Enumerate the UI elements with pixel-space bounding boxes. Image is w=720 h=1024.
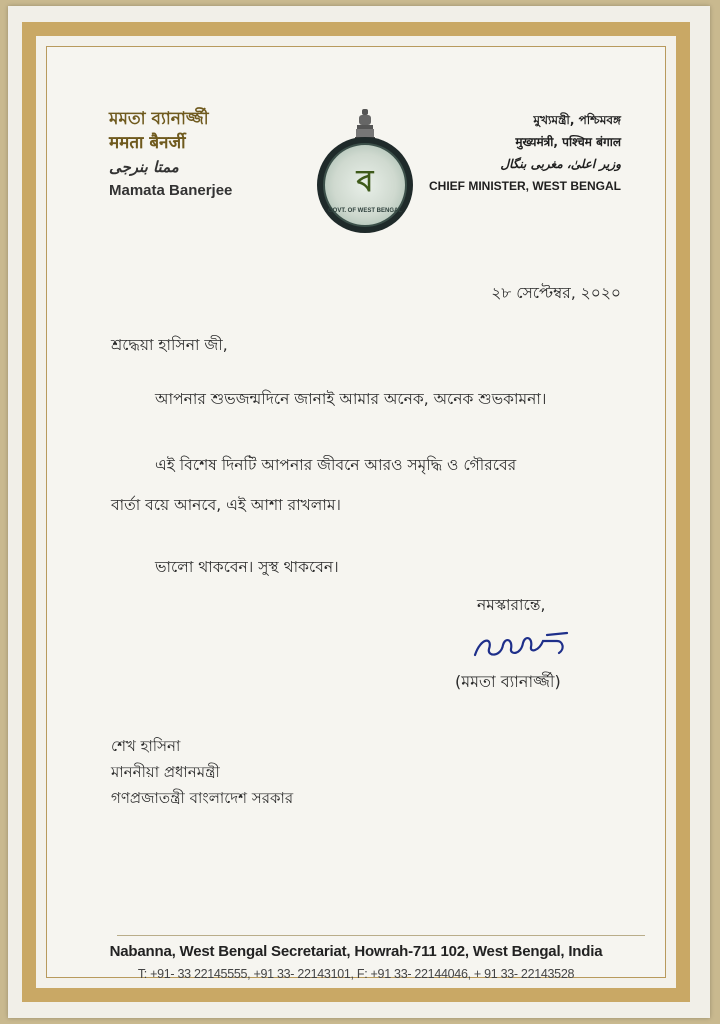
footer-divider <box>117 935 645 936</box>
letter-card <box>8 6 710 1018</box>
emblem-letter: ব <box>356 163 374 199</box>
letter-date: ২৮ সেপ্টেম্বর, ২০২০ <box>491 284 621 302</box>
gold-frame <box>22 22 690 1002</box>
salutation: শ্রদ্ধেয়া হাসিনা জী, <box>111 336 228 354</box>
footer-phones: T: +91- 33 22145555, +91 33- 22143101, F: +91 33- 22144046, + 91 33- 22143528 <box>137 967 575 981</box>
title-urdu: وزیر اعلیٰ، مغربی بنگال <box>500 157 621 171</box>
signature-name: (মমতা ব্যানার্জ্জী) <box>455 672 561 691</box>
paragraph-2-line-1: এই বিশেষ দিনটি আপনার জীবনে আরও সমৃদ্ধি ও গৌরবের <box>155 456 517 474</box>
recipient-name: শেখ হাসিনা <box>111 737 181 755</box>
title-bengali: মুখ্যমন্ত্রী, পশ্চিমবঙ্গ <box>533 113 621 127</box>
closing: নমস্কারান্তে, <box>477 596 546 614</box>
paragraph-2-line-2: বার্তা বয়ে আনবে, এই আশা রাখলাম। <box>111 496 341 514</box>
title-hindi: मुख्यमंत्री, पश्चिम बंगाल <box>515 135 621 149</box>
handwritten-signature-icon <box>467 627 577 667</box>
letter-sheet <box>46 46 666 981</box>
name-bengali: মমতা ব্যানার্জ্জী <box>109 109 209 129</box>
recipient-government: গণপ্রজাতন্ত্রী বাংলাদেশ সরকার <box>111 789 294 807</box>
emblem-text: GOVT. OF WEST BENGAL <box>327 207 402 214</box>
west-bengal-emblem-icon <box>317 137 413 233</box>
ashoka-emblem-icon <box>353 107 377 141</box>
recipient-designation: মাননীয়া প্রধানমন্ত্রী <box>111 763 220 781</box>
name-urdu: ممتا بنرجی <box>109 158 179 176</box>
paragraph-3: ভালো থাকবেন। সুস্থ থাকবেন। <box>155 558 339 576</box>
footer-address: Nabanna, West Bengal Secretariat, Howrah-711 102, West Bengal, India <box>109 943 603 960</box>
name-hindi: ममता बैनर्जी <box>109 133 186 153</box>
paragraph-1: আপনার শুভজন্মদিনে জানাই আমার অনেক, অনেক শুভকামনা। <box>155 390 547 408</box>
title-english: CHIEF MINISTER, WEST BENGAL <box>429 179 621 193</box>
name-english: Mamata Banerjee <box>109 182 233 199</box>
